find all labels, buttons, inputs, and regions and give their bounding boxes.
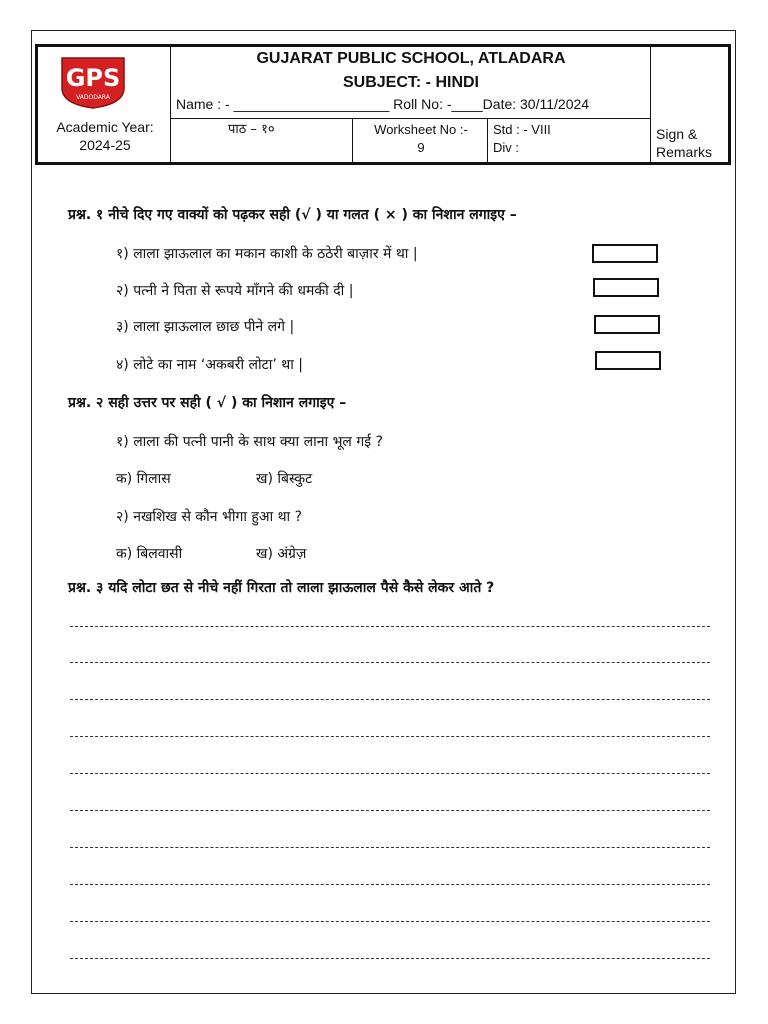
- answer-line[interactable]: [70, 921, 710, 922]
- answer-line[interactable]: [70, 810, 710, 811]
- logo-subtext: VADODARA: [76, 94, 110, 101]
- divider: [352, 118, 353, 165]
- answer-line[interactable]: [70, 626, 710, 627]
- sign-label: Sign &: [656, 126, 698, 142]
- school-name: GUJARAT PUBLIC SCHOOL, ATLADARA: [256, 50, 566, 67]
- div-value: Div :: [493, 140, 519, 155]
- q2-sub1-option-b[interactable]: ख) बिस्कुट: [256, 471, 313, 487]
- q1-answer-box-3[interactable]: [594, 315, 660, 334]
- school-logo: [58, 54, 128, 110]
- divider: [170, 44, 171, 165]
- divider: [487, 118, 488, 165]
- q1-answer-box-4[interactable]: [595, 351, 661, 370]
- sign-remarks-cell: [656, 125, 712, 161]
- lesson-cell: पाठ – १०: [228, 122, 275, 137]
- q2-sub2-option-a[interactable]: क) बिलवासी: [116, 546, 183, 562]
- q1-answer-box-1[interactable]: [592, 244, 658, 263]
- answer-line[interactable]: [70, 662, 710, 663]
- std-div-cell: [493, 121, 551, 157]
- answer-line[interactable]: [70, 884, 710, 885]
- name-roll-date-line: Name : - ____________________ Roll No: -____Date: 30/11/2024: [176, 96, 590, 112]
- answer-line[interactable]: [70, 699, 710, 700]
- subject-title: SUBJECT: - HINDI: [342, 74, 479, 91]
- answer-line[interactable]: [70, 958, 710, 959]
- academic-year-label: Academic Year:: [56, 119, 154, 135]
- worksheet-cell: [358, 121, 484, 157]
- academic-year: [40, 118, 170, 154]
- answer-line[interactable]: [70, 773, 710, 774]
- q2-sub1-option-a[interactable]: क) गिलास: [116, 471, 171, 487]
- answer-line[interactable]: [70, 736, 710, 737]
- std-value: Std : - VIII: [493, 122, 551, 137]
- q1-heading: प्रश्न. १ नीचे दिए गए वाक्यों को पढ़कर सही (√ ) या गलत ( × ) का निशान लगाइए –: [68, 207, 517, 223]
- q2-sub2-option-b[interactable]: ख) अंग्रेज़: [256, 546, 307, 562]
- divider: [650, 44, 651, 165]
- logo-text: GPS: [65, 64, 121, 92]
- q1-item-4: ४) लोटे का नाम ‘अकबरी लोटा’ था |: [116, 357, 303, 373]
- divider: [170, 118, 650, 119]
- worksheet-number: 9: [417, 140, 425, 155]
- q2-heading: प्रश्न. २ सही उत्तर पर सही ( √ ) का निशान लगाइए –: [68, 395, 347, 411]
- q2-sub1-question: १) लाला की पत्नी पानी के साथ क्या लाना भूल गई ?: [116, 434, 383, 450]
- remarks-label: Remarks: [656, 144, 713, 160]
- q1-item-3: ३) लाला झाऊलाल छाछ पीने लगे |: [116, 319, 295, 335]
- worksheet-label: Worksheet No :-: [374, 122, 468, 137]
- answer-line[interactable]: [70, 847, 710, 848]
- q3-heading: प्रश्न. ३ यदि लोटा छत से नीचे नहीं गिरता तो लाला झाऊलाल पैसे कैसे लेकर आते ?: [68, 580, 495, 596]
- q2-sub2-question: २) नखशिख से कौन भीगा हुआ था ?: [116, 509, 303, 525]
- q1-item-2: २) पत्नी ने पिता से रूपये माँगने की धमकी दी |: [116, 283, 354, 299]
- academic-year-value: 2024-25: [79, 137, 131, 153]
- q1-item-1: १) लाला झाऊलाल का मकान काशी के ठठेरी बाज़ार में था |: [116, 246, 418, 262]
- q1-answer-box-2[interactable]: [593, 278, 659, 297]
